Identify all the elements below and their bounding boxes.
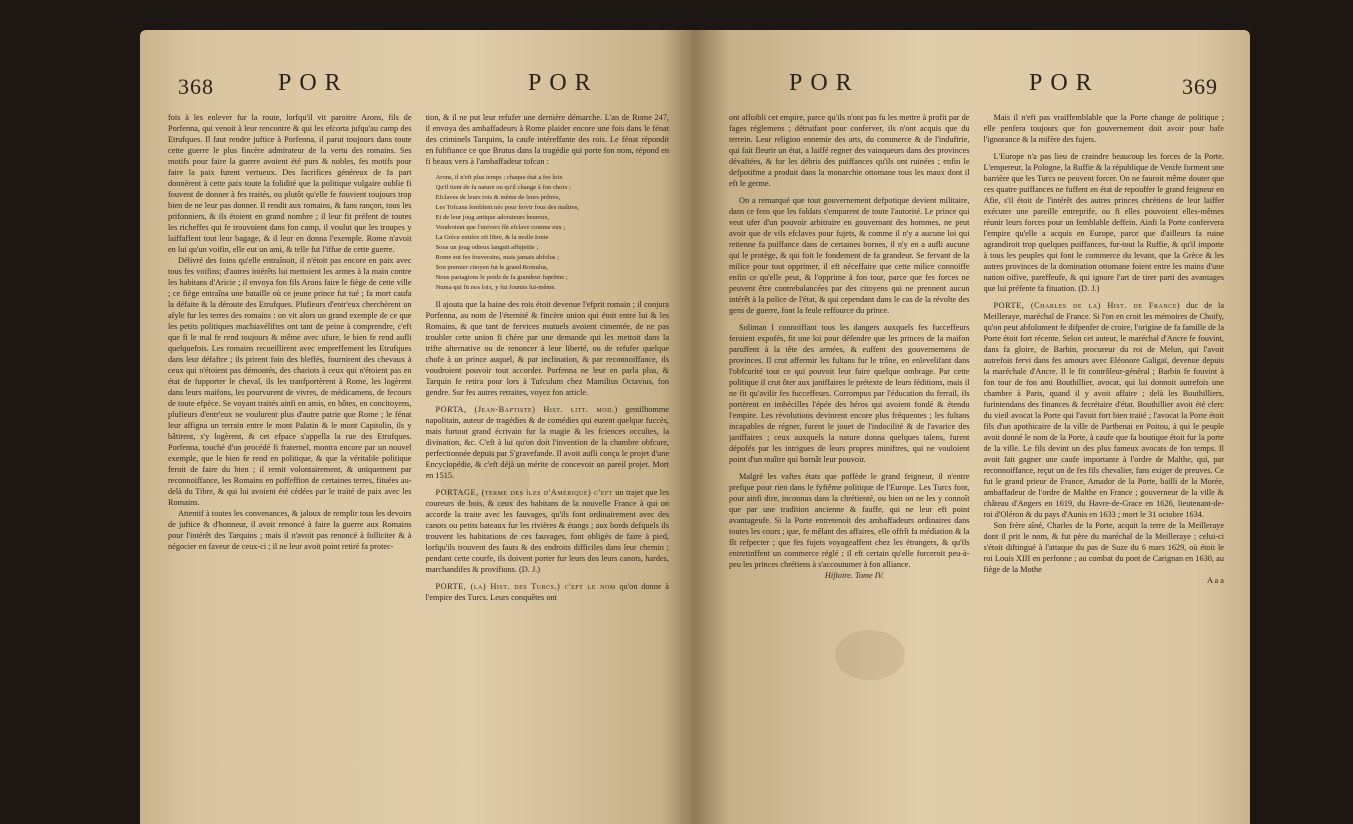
entry-text: un trajet que les coureurs de bois, & ceux des habitans de la nouvelle France à qui on accorde la traite avec les fauvages, qu'ils font ordinairement avec des canots ou petits bateaux fur les rivières & étangs ; aux bords defquels ils trouvent les habitations de ces fauvages, font obligés de faire à pied, lorfqu'ils trouvent des fauts & des endroits difficiles dans leur chemin ; pendant cette courfe, ils doivent porter fur leurs dos leurs canots, hardes, marchandifes & provifions. (D. J.) bbox=[425, 488, 669, 574]
paragraph: Il ajouta que la haine des rois étoit devenue l'efprit romain ; il conjura Porfenna, au nom de l'éternité & fincère union qui étoit entre lui & les Romains, & que tant de fervices mutuels avoient cimentée, de ne pas troubler cette union fi chère par une demande qui les mettoit dans la trifte alternative ou de renoncer à leur liberté, ou de refufer quelque chofe à un prince auquel, & par inclination, & par reconnoiffance, ils voudroient pouvoir tout accorder. Porfenna ne leur en parla plus, & Tarquin fe retira pour lors à Tufculum chez Mamilius Octavius, fon gendre. Sur fes autres retraites, voyez fon article. bbox=[425, 300, 669, 397]
entry-text: gentilhomme napolitain, auteur de tragédies & de comédies qui eurent quelque fuccès, mais furtout grand écrivain fur la magie & les fciences occultes, la divination, &c. C'eft à lui qu'on doit l'invention de la chambre obfcure, perfectionnée depuis par S'gravefande. Il avoit aufli conçu le projet d'une Encyclopédie, & c'eft déjà un mérite de concevoir un pareil projet. Mort en 1515. bbox=[425, 405, 669, 480]
left-page-header bbox=[168, 66, 669, 106]
verse-line: Son premier citoyen fut le grand Romulus, bbox=[435, 264, 549, 271]
left-page-number: 368 bbox=[178, 74, 214, 99]
entry-heading: PORTAGE, (terme des îles d'Amérique) c'eft bbox=[435, 488, 613, 497]
signature-line: Hiſtoire. Tome IV. bbox=[824, 571, 884, 580]
verse-line: Qu'il tient de fa nature ou qu'il change à fon choix ; bbox=[435, 184, 571, 191]
paragraph: fois à les enlever fur la route, lorfqu'il vit paroitre Arons, fils de Porfenna, qui venoit à leur rencontre & qui les efcorta jufqu'au camp des Etrufques. Il faut rendre juftice à Porfenna, il parut toujours dans toute cette guerre le plus fincère admirateur de la vertu des romains. Ses motifs pour faire la guerre avoient été purs & nobles, fes motifs pour faire la paix furent vertueux. Des facrifices généreux de fa part donnèrent à cette paix toute la folidité que la politique vulgaire oublie fi fouvent de donner à fes traités, ou plutôt qu'elle fe fouvient toujours trop bien de ne leur pas donner. Il rendit aux romains, & fans rançon, tous les prifonniers, & ils étoient en grand nombre ; il leur fit préfent de toutes les richeffes qui fe trouvoient dans fon camp, il voulut que les troupes y laiffaffent tout leur bagage, & il leur en donna l'exemple. Rome n'avoit en lui qu'un voifin, elle eut un ami, & telle fut l'iffue de cette guerre. bbox=[168, 113, 412, 254]
entry-porte-charles bbox=[984, 300, 1225, 520]
paragraph: L'Europe n'a pas lieu de craindre beaucoup les forces de la Porte. L'empereur, la Pologne, la Ruffie & la république de Venife forment une barrière que les Turcs ne peuvent forcer. On ne fauroit même douter que ces quatre puiffances ne fuffent en état de repouffer le grand feigneur en Afie, s'il étoit de l'intérêt des autres princes chrétiens de leur laiffer exécuter une pareille entreprife, ou fi elles pouvoient elles-mêmes réunir leurs forces pour un femblable deffein. Ainfi la Porte confervera l'empire qu'elle a acquis en Europe, parce que d'ailleurs fa ruine agrandiroit trop quelques puiffances, fur-tout la Ruffie, & qu'il importe à tous les peuples qui font le commerce du levant, que la Grèce & les autres provinces de la domination ottomane foient entre les mains d'une nation oifive, pareffeufe, & qui ignore l'art de tirer parti des avantages que lui préfente fa fituation. (D. J.) bbox=[983, 152, 1224, 293]
verse-line: Numa qui fit nos loix, y fut foumis lui-même. bbox=[435, 284, 557, 291]
verse-line: La Grèce entière eft libre, & la molle Ionie bbox=[435, 234, 549, 241]
left-running-head-1: POR bbox=[278, 70, 349, 96]
paragraph: Malgré les vaftes états que poffède le grand feigneur, il n'entre prefque pour rien dans le fyftême politique de l'Europe. Les Turcs font, pour ainfi dire, inconnus dans la chrétienté, ou bien on ne les y connoît que par une tradition ancienne & fauffe, qui ne leur eft point avantageufe. Si la Porte entretenoit des ambaffadeurs ordinaires dans toutes les cours ; que, fe mêlant des affaires, elle offrît fa médiation & la fît refpecter ; que fes fujets voyageaffent chez les étrangers, & qu'ils entretinffent un commerce réglé ; il eft certain qu'elle forceroit peu-à-peu les princes chrétiens à s'accoutumer à fon alliance. bbox=[729, 472, 970, 569]
entry-heading: PORTA, (Jean-Baptiste) Hiſt. litt. mod.) bbox=[435, 405, 618, 414]
right-column-1 bbox=[729, 112, 970, 810]
verse-line: Rome eut fes fouverains, mais jamais abfolus ; bbox=[435, 254, 559, 261]
verse-line: Efclaves de leurs rois & même de leurs prêtres, bbox=[435, 194, 561, 201]
entry-heading: PORTE, (la) Hiſt. des Turcs.) c'eft le nom bbox=[435, 582, 616, 591]
paragraph: Mais il n'eft pas vraiffemblable que la Porte change de politique ; elle penfera toujours que fon gouvernement doit avoir pour bafe l'ignorance & la mifère des fujets. bbox=[983, 113, 1224, 144]
right-page-number: 369 bbox=[1182, 74, 1218, 99]
catchword: A a a bbox=[1206, 576, 1224, 585]
verse-line: Et de leur joug antique adorateurs heureux, bbox=[435, 214, 550, 221]
left-columns bbox=[168, 112, 669, 810]
entry-heading: PORTE, (Charles de la) Hiſt. de France) bbox=[993, 301, 1181, 310]
entry-portage bbox=[426, 487, 670, 575]
entry-porta bbox=[426, 404, 670, 481]
entry-text: duc de la Meilleraye, maréchal de France. Si l'on en croit les mémoires de Choify, qu'on peut abfolument fe difpenfer de croire, l'origine de fa famille de la Porte étoit fort récente. Selon cet auteur, le maréchal d'Ancre fe fouvint, dans fa gloire, de Barbin, procureur du roi de Melun, qui l'avoit autrefois fervi dans fes amours avec Eléonore Galigaï, devenue depuis la maréchale d'Ancre. Il le fit contrôleur-général ; Barbin fe fouvint à fon tour de fon ami Bouthillier, avocat, qui lui donnoit autrefois une chambre à Paris, quand il y avoit affaire ; delà les Bouthilliers, furintendans des finances & fecrétaire d'état. Bouthillier avoit été clerc du vieil avocat la Porte qui l'avoit fort bien traité ; l'avocat la Porte étoit fils d'un apothicaire de la ville de Parthenai en Poitou, à qui le peuple avoit donné le nom de la Porte, à caufe que fa boutique étoit fur la porte de la ville. Le fils devint un des plus fameux avocats de fon temps. Il avoit fait gagner une caufe importante à l'ordre de Malthe, qui, par reconnoiffance, reçut un de fes fils chevalier, fans exiger de preuves. Ce fut le grand prieur de France, Amador de la Porte, bailli de la Morée, ambaffadeur de l'ordre de Malthe en France ; gouverneur de la ville & château d'Angers en 1619, du Havre-de-Grace en 1626, lieutenant-de-roi d'Oléron & du pays d'Aunis en 1633 ; mort le 31 octobre 1634. bbox=[983, 301, 1224, 519]
verse-line: Sous un joug odieux languit affujettie ; bbox=[435, 244, 539, 251]
right-running-head-1: POR bbox=[789, 70, 860, 96]
entry-porte bbox=[426, 581, 670, 603]
right-running-head-2: POR bbox=[1029, 70, 1100, 96]
verse-line: Arons, il n'eft plus temps ; chaque état a fes loix bbox=[435, 174, 563, 181]
paragraph: Soliman I connoiffant tous les dangers auxquels fes fucceffeurs feroient expofés, fit une loi pour défendre que les princes de la maifon paruffent à la tête des armées, & euffent des gouvernemens de provinces. Il crut affermir les fultans fur le trône, en enlevelifant dans l'obfcurité tout ce qui pouvoit leur faire quelque ombrage. Par cette politique il crut ôter aux janiffaires le prétexte de leurs féditions, mais il ne fit qu'avilir fes fucceffeurs. Corrompus par l'éducation du ferrail, ils portèrent en imbécilles l'épée des héros qui avoient fondé & étendu l'empire. Les révolutions devinrent encore plus fréquentes ; les fultans incapables de régner, furent le jouet de l'indocilité & de l'avarice des janiffaires ; ceux auxquels la nature donna quelques talens, furent dépofés par les intrigues de leurs propres miniftres, qui ne vouloient point d'un maître qui bornât leur pouvoir. bbox=[729, 323, 970, 464]
verse-line: Nous partagions le poids de fa grandeur fuprême ; bbox=[435, 274, 568, 281]
paragraph: ont affoibli cet empire, parce qu'ils n'ont pas fu les mettre à profit par de fages réglemens ; détruifant pour conferver, ils n'ont acquis que du terrein. Leur religion ennemie des arts, du commerce & de l'induftrie, qui fait fleurir un état, a laiffé regner des vainqueurs dans des provinces dévaftées, & fur les débris des puiffances qu'ils ont ruinées ; enfin le defpotifme a produit dans la monarchie ottomane tous les maux dont il eft le germe. bbox=[729, 113, 970, 188]
left-running-head-2: POR bbox=[528, 70, 599, 96]
left-column-1 bbox=[168, 112, 412, 810]
left-page bbox=[140, 30, 695, 824]
paragraph: tion, & il ne put leur refufer une dernière démarche. L'an de Rome 247, il envoya des ambaffadeurs à Rome plaider encore une fois dans le fénat des criminels Tarquins, la caufe intéreffante des rois. Le fénat répondit en fubftance ce que Brutus dans la tragédie qui porte fon nom, répond en fi beaux vers à l'ambaffadeur tofcan : bbox=[425, 113, 669, 166]
right-page bbox=[695, 30, 1250, 824]
entry-text: qu'on donne à l'empire des Turcs. Leurs conquêtes ont bbox=[425, 582, 669, 602]
left-column-2 bbox=[426, 112, 670, 810]
paragraph: On a remarqué que tout gouvernement defpotique devient militaire, dans ce fens que les foldats s'emparent de toute l'autorité. Le prince qui veut ufer d'un pouvoir arbitraire en gouvernant des hommes, ne peut avoir que de vils efclaves pour fujets, & comme il n'y a aucune loi qui retienne fa puiffance dans de certaines bornes, il n'y en a aufli aucune qui le protège, & qui foit le fondement de fa grandeur. Se fervant de la milice pour tout opprimer, il eft néceffaire que cette milice connoiffe enfin ce qu'elle peut, & l'opprime à fon tour, parce que fes forces ne peuvent être contrebalancées par des citoyens qui ne prennent aucun intérêt à la police de l'état, & qui cependant dans le cas de la révolte des gens de guerre, font la feule reffource du prince. bbox=[729, 196, 970, 315]
paragraph: Son frère aîné, Charles de la Porte, acquit la terre de la Meilleraye dont il prit le nom, & fut père du maréchal de la Meilleraye ; celui-ci s'étoit diftingué à l'attaque du pas de Suze du 6 mars 1629, où étoit le roi Louis XIII en perfonne ; au combat du pont de Carignan en 1630, au fiège de la Mothe bbox=[983, 521, 1224, 574]
paragraph: Délivré des foins qu'elle entraînoit, il n'étoit pas encore en paix avec tous fes voifins; d'autres intérêts lui mettoient les armes à la main contre les habitans d'Aricie ; il envoya fon fils Arons faire le fiège de cette ville ; ce fiège entraîna une bataille où ce jeune prince fut tué ; fa mort caufa la défaite & la déroute des Etrufques. Plufieurs d'entr'eux cherchèrent un afyle fur les terres des romains : on vit alors un grand exemple de ce que les petits politiques machiavéliftes ont tant de peine à comprendre, c'eft que fi le mal fe rend toujours & même avec ufure, le bien fe rend aufli quelquefois. Les romains recueillirent avec empreffement les Etrufques dans leur défaftre ; ils prirent foin des bleffés, fournirent des chevaux à ceux qui n'étoient pas démontés, des chariots à ceux qui n'étoient pas en état de fupporter le cheval, ils les tranfportèrent à Rome, les logèrent dans leurs maifons, les pourvurent de vivres, de médicamens, de fecours de toute efpèce. Se voyant traités ainfi en amis, en hôtes, en concitoyens, plufieurs d'entr'eux ne voulurent plus d'autre patrie que Rome ; le fénat leur affigna un terrain entre le mont Palatin & le mont Capitolin, ils y bâtirent, s'y logèrent, & cet efpace s'appella la rue des Etrufques. Porfenna, touché d'un procédé fi fraternel, montra encore par un nouvel exemple, que le bien fe rend en politique, & que la véritable politique feroit de faire du bien ; il remit volontairement, & uniquement par reconnoiffance, les Romains en poffeffion de certaines terres, fituées au-delà du Tibre, & qui lui avoient été cédées par le traité de paix avec les Romains. bbox=[168, 256, 412, 507]
verse-line: Voudroient que l'univers fût efclave comme eux ; bbox=[435, 224, 566, 231]
verse-block bbox=[436, 173, 670, 293]
right-page-header bbox=[729, 66, 1224, 106]
right-column-2 bbox=[984, 112, 1225, 810]
right-columns bbox=[729, 112, 1224, 810]
verse-line: Les Tofcans femblent nés pour fervir fous des maîtres, bbox=[435, 204, 580, 211]
paragraph: Attentif à toutes les convenances, & jaloux de remplir tous les devoirs de juftice & d'honneur, il avoit renoncé à faire la guerre aux Romains pour l'intérêt des Tarquins ; mais il n'avoit pas renoncé à folliciter & à négocier en faveur de ceux-ci ; il ne leur avoit point retiré fa protec- bbox=[168, 509, 412, 551]
open-book bbox=[140, 30, 1250, 824]
